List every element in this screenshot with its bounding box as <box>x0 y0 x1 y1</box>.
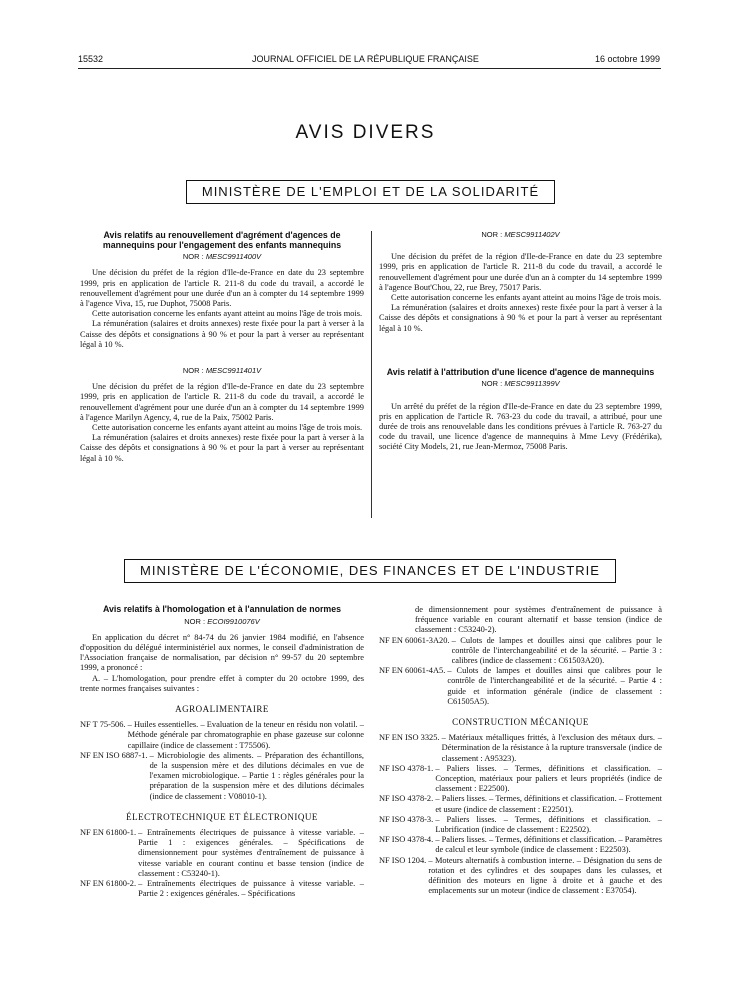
paragraph: A. – L'homologation, pour prendre effet à compter du 20 octobre 1999, des trente normes françaises suivantes : <box>80 673 364 693</box>
paragraph: La rémunération (salaires et droits annexes) reste fixée pour la part à verser à la Caisse des dépôts et consignations à 90 % et pour la part à verser au représentant légal à 10 %. <box>80 433 364 463</box>
nor-code: ECOI9910076V <box>207 616 260 626</box>
norm-text: – Paliers lisses. – Termes, définitions et classification. – Lubrification (indice de classement : E22502). <box>435 814 662 835</box>
paragraph: Cette autorisation concerne les enfants ayant atteint au moins l'âge de trois mois. <box>92 423 363 433</box>
norm-entry <box>379 815 662 835</box>
section-title: Avis relatif à l'attribution d'une licence d'agence de mannequins <box>386 366 655 377</box>
nor-reference <box>379 230 662 240</box>
norm-entry <box>80 751 364 802</box>
nor-label: NOR : <box>184 616 206 626</box>
norm-code: NF EN 61800-1. <box>80 828 137 838</box>
norm-code: NF EN ISO 3325. <box>379 733 440 743</box>
paragraph: Une décision du préfet de la région d'Ile-de-France en date du 23 septembre 1999, pris en application de l'article R. 211-8 du code du travail, a accordé le renouvellement d'agrément pour une durée d'un an à compter du 14 septembre 1999 à l'agence Viva, 15, rue Duphot, 75008 Paris. <box>80 268 364 308</box>
column-divider <box>371 231 372 518</box>
norm-entry <box>379 856 662 897</box>
column-right-top <box>379 228 662 453</box>
norm-code: NF EN ISO 6887-1. <box>80 750 148 760</box>
norm-continuation: de dimensionnement pour systèmes d'entraînement de puissance à fréquence variable en courant alternatif et basse tension (indice de classement : C53240-2). <box>415 605 662 635</box>
norm-text: – Paliers lisses. – Termes, définitions et classification. – Paramètres de calcul et leur symbole (indice de classement : E22503). <box>435 835 662 855</box>
norm-entry <box>379 733 662 764</box>
norm-entry <box>379 764 662 795</box>
norm-entry <box>379 636 662 667</box>
nor-code: MESC9911402V <box>504 230 560 239</box>
norm-text: – Paliers lisses. – Termes, définitions et classification. – Conception, matériaux pour paliers et leurs propriétés (indice de classement : E22500). <box>435 763 662 794</box>
norm-entry <box>80 828 364 879</box>
norm-text: – Microbiologie des aliments. – Préparation des échantillons, de la suspension mère et des dilutions décimales en vue de l'examen microbiologique. – Partie 1 : règles générales pour la préparation de la suspension mère et des dilutions décimales (indice de classement : V08010-1). <box>149 750 364 801</box>
norm-code: NF EN 60061-3A20. <box>379 635 450 645</box>
category-heading: CONSTRUCTION MÉCANIQUE <box>452 717 589 728</box>
norm-entry <box>379 794 662 814</box>
paragraph: La rémunération (salaires et droits annexes) reste fixée pour la part à verser à la Caisse des dépôts et consignations à 90 % et pour la part à verser au représentant légal à 10 %. <box>379 303 662 333</box>
paragraph: La rémunération (salaires et droits annexes) reste fixée pour la part à verser à la Caisse des dépôts et consignations à 90 % et pour la part à verser au représentant légal à 10 %. <box>80 319 364 349</box>
paragraph: Une décision du préfet de la région d'Ile-de-France en date du 23 septembre 1999, pris en application de l'article R. 211-8 du code du travail, a accordé le renouvellement d'agrément pour une durée d'un an à compter du 14 septembre 1999 à l'agence Marilyn Agency, 4, rue de la Paix, 75002 Paris. <box>80 382 364 422</box>
paragraph: Cette autorisation concerne les enfants ayant atteint au moins l'âge de trois mois. <box>92 309 363 319</box>
nor-reference <box>379 379 662 389</box>
header-rule <box>78 68 661 69</box>
section-title: Avis relatifs au renouvellement d'agrément d'agences de mannequins pour l'engagement des enfants mannequins <box>102 230 342 250</box>
norm-code: NF T 75-506. <box>80 720 126 730</box>
paragraph: Un arrêté du préfet de la région d'Ile-de-France en date du 23 septembre 1999, pris en application de l'article R. 763-23 du code du travail, a attribué, pour une durée de trois ans renouvelable dans les conditions prévues à l'article R. 763-27 du code du travail, une licence d'agence de mannequins à Mme Levy (Frédérika), société City Models, 21, rue Jean-Mermoz, 75008 Paris. <box>379 401 662 452</box>
nor-label: NOR : <box>182 366 204 376</box>
column-right-bottom <box>379 605 662 896</box>
nor-code: MESC9911399V <box>504 379 560 389</box>
norm-text: – Entraînements électriques de puissance à vitesse variable. – Partie 2 : exigences générales. – Spécifications <box>138 879 364 899</box>
nor-reference <box>80 617 364 627</box>
norm-text: – Entraînements électriques de puissance à vitesse variable. – Partie 1 : exigences générales. – Spécifications de dimensionnement pour systèmes d'entraînement de puissance à vitesse variable en courant continu et basse tension (indice de classement : C53240-1). <box>138 828 364 878</box>
norm-code: NF ISO 4378-3. <box>379 814 434 824</box>
norm-text: – Culots de lampes et douilles ainsi que calibres pour le contrôle de l'interchangeabilité et de la sécurité. – Partie 3 : calibres (indice de classement : C61503A20). <box>451 635 662 666</box>
nor-code: MESC9911401V <box>205 366 262 376</box>
nor-reference <box>80 366 364 376</box>
norm-text: – Matériaux métalliques frittés, à l'exclusion des métaux durs. – Détermination de la résistance à la rupture transversale (indice de classement : A95323). <box>441 733 662 763</box>
nor-reference <box>80 252 364 262</box>
paragraph: En application du décret n° 84-74 du 26 janvier 1984 modifié, en l'absence d'opposition du délégué interministériel aux normes, le conseil d'administration de l'Association française de normalisation, par décision n° 99-57 du 20 septembre 1999, a prononcé : <box>80 632 364 673</box>
column-left-top <box>80 231 364 464</box>
nor-label: NOR : <box>182 252 204 262</box>
column-left-bottom <box>80 605 364 899</box>
ministry-heading-economie: MINISTÈRE DE L'ÉCONOMIE, DES FINANCES ET DE L'INDUSTRIE <box>124 559 616 583</box>
ministry-heading-emploi: MINISTÈRE DE L'EMPLOI ET DE LA SOLIDARITÉ <box>186 180 555 204</box>
journal-title: JOURNAL OFFICIEL DE LA RÉPUBLIQUE FRANÇAISE <box>252 54 479 64</box>
norm-code: NF EN 60061-4A5. <box>379 666 446 676</box>
page-number: 15532 <box>78 54 104 64</box>
norm-code: NF ISO 1204. <box>379 855 427 865</box>
norm-text: – Culots de lampes et douilles ainsi que calibres pour le contrôle de l'interchangeabilité et de la sécurité. – Partie 4 : guide et information générale (indice de classement : C61505A5). <box>447 666 662 706</box>
nor-label: NOR : <box>481 230 503 239</box>
norm-text: – Moteurs alternatifs à combustion interne. – Désignation du sens de rotation et des cylindres et des soupapes dans les culasses, et définition des moteurs en ligne à droite et à gauche et des emplacements sur un moteur (indice de classement : E37054). <box>428 855 662 896</box>
norm-code: NF ISO 4378-2. <box>379 794 434 804</box>
category-heading: AGROALIMENTAIRE <box>175 704 269 715</box>
category-heading: ÉLECTROTECHNIQUE ET ÉLECTRONIQUE <box>126 811 318 822</box>
paragraph: Une décision du préfet de la région d'Ile-de-France en date du 23 septembre 1999, pris en application de l'article R. 211-8 du code du travail, a accordé le renouvellement d'agrément pour une durée d'un an à compter du 14 septembre 1999 à l'agence Bout'Chou, 22, rue Brey, 75017 Paris. <box>379 252 662 292</box>
norm-code: NF ISO 4378-4. <box>379 835 434 845</box>
section-title: Avis relatifs à l'homologation et à l'annulation de normes <box>103 604 341 614</box>
norm-text: – Paliers lisses. – Termes, définitions et classification. – Frottement et usure (indice de classement : E22501). <box>435 794 662 814</box>
norm-code: NF EN 61800-2. <box>80 879 137 889</box>
norm-code: NF ISO 4378-1. <box>379 763 434 773</box>
nor-code: MESC9911400V <box>205 252 262 262</box>
paragraph: Cette autorisation concerne les enfants ayant atteint au moins l'âge de trois mois. <box>391 293 662 303</box>
issue-date: 16 octobre 1999 <box>594 54 660 64</box>
norm-entry <box>80 879 364 899</box>
norm-entry <box>379 835 662 855</box>
norm-entry <box>379 666 662 707</box>
nor-label: NOR : <box>481 379 503 389</box>
norm-entry <box>80 720 364 751</box>
page-title: AVIS DIVERS <box>295 122 436 143</box>
norm-text: – Huiles essentielles. – Evaluation de la teneur en résidu non volatil. – Méthode générale par chromatographie en phase gazeuse sur colonne capillaire (indice de classement : T75506). <box>127 720 364 750</box>
